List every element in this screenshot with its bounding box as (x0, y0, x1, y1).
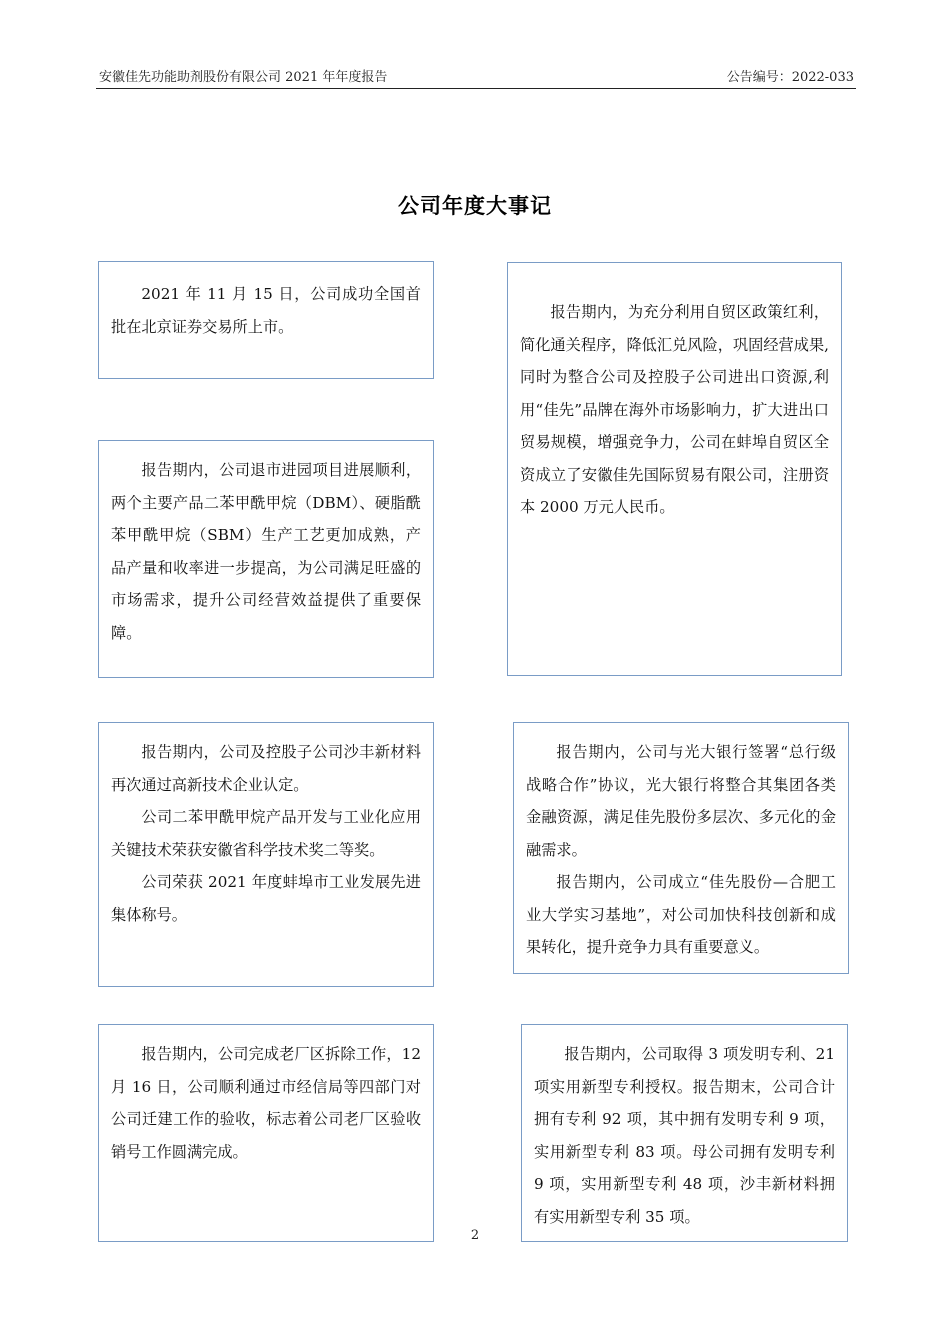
event-paragraph: 报告期内，为充分利用自贸区政策红利，简化通关程序，降低汇兑风险，巩固经营成果,同时为整合公司及控股子公司进出口资源,利用“佳先”品牌在海外市场影响力，扩大进出口贸易规模，增强竞争力，公司在蚌埠自贸区全资成立了安徽佳先国际贸易有限公司，注册资本 2000 万元人民币。 (520, 303, 829, 516)
event-box-cooperation (513, 722, 849, 974)
event-box-listing (98, 261, 434, 379)
event-box-relocation-project (98, 440, 434, 678)
header-announcement-number: 公告编号：2022-033 (726, 70, 854, 85)
event-paragraph: 报告期内，公司成立“佳先股份—合肥工业大学实习基地”，对公司加快科技创新和成果转化，提升竞争力具有重要意义。 (526, 873, 836, 956)
event-box-trade-company (507, 262, 842, 676)
header-company-report: 安徽佳先功能助剂股份有限公司 2021 年年度报告 (99, 70, 388, 85)
page-title: 公司年度大事记 (398, 194, 552, 218)
event-paragraph: 报告期内，公司及控股子公司沙丰新材料再次通过高新技术企业认定。 (111, 743, 421, 794)
event-box-old-plant (98, 1024, 434, 1242)
page-number: 2 (470, 1228, 480, 1243)
event-paragraph: 报告期内，公司与光大银行签署“总行级战略合作”协议，光大银行将整合其集团各类金融资源，满足佳先股份多层次、多元化的金融需求。 (526, 743, 836, 859)
event-paragraph: 报告期内，公司取得 3 项发明专利、21 项实用新型专利授权。报告期末，公司合计拥有专利 92 项，其中拥有发明专利 9 项，实用新型专利 83 项。母公司拥有发明专利 9 项，实用新型专利 48 项，沙丰新材料拥有实用新型专利 35 项。 (534, 1045, 835, 1226)
event-paragraph: 公司二苯甲酰甲烷产品开发与工业化应用关键技术荣获安徽省科学技术奖二等奖。 (111, 808, 421, 859)
event-paragraph: 2021 年 11 月 15 日，公司成功全国首批在北京证券交易所上市。 (111, 285, 421, 336)
event-box-patents (521, 1024, 848, 1242)
event-paragraph: 公司荣获 2021 年度蚌埠市工业发展先进集体称号。 (111, 873, 421, 924)
header-divider (96, 88, 856, 89)
event-paragraph: 报告期内，公司完成老厂区拆除工作，12 月 16 日，公司顺利通过市经信局等四部门对公司迁建工作的验收，标志着公司老厂区验收销号工作圆满完成。 (111, 1045, 421, 1161)
event-box-awards (98, 722, 434, 987)
event-paragraph: 报告期内，公司退市进园项目进展顺利， 两个主要产品二苯甲酰甲烷（DBM）、硬脂酰苯甲酰甲烷（SBM）生产工艺更加成熟，产品产量和收率进一步提高，为公司满足旺盛的市场需求，提升公司经营效益提供了重要保障。 (111, 461, 421, 642)
